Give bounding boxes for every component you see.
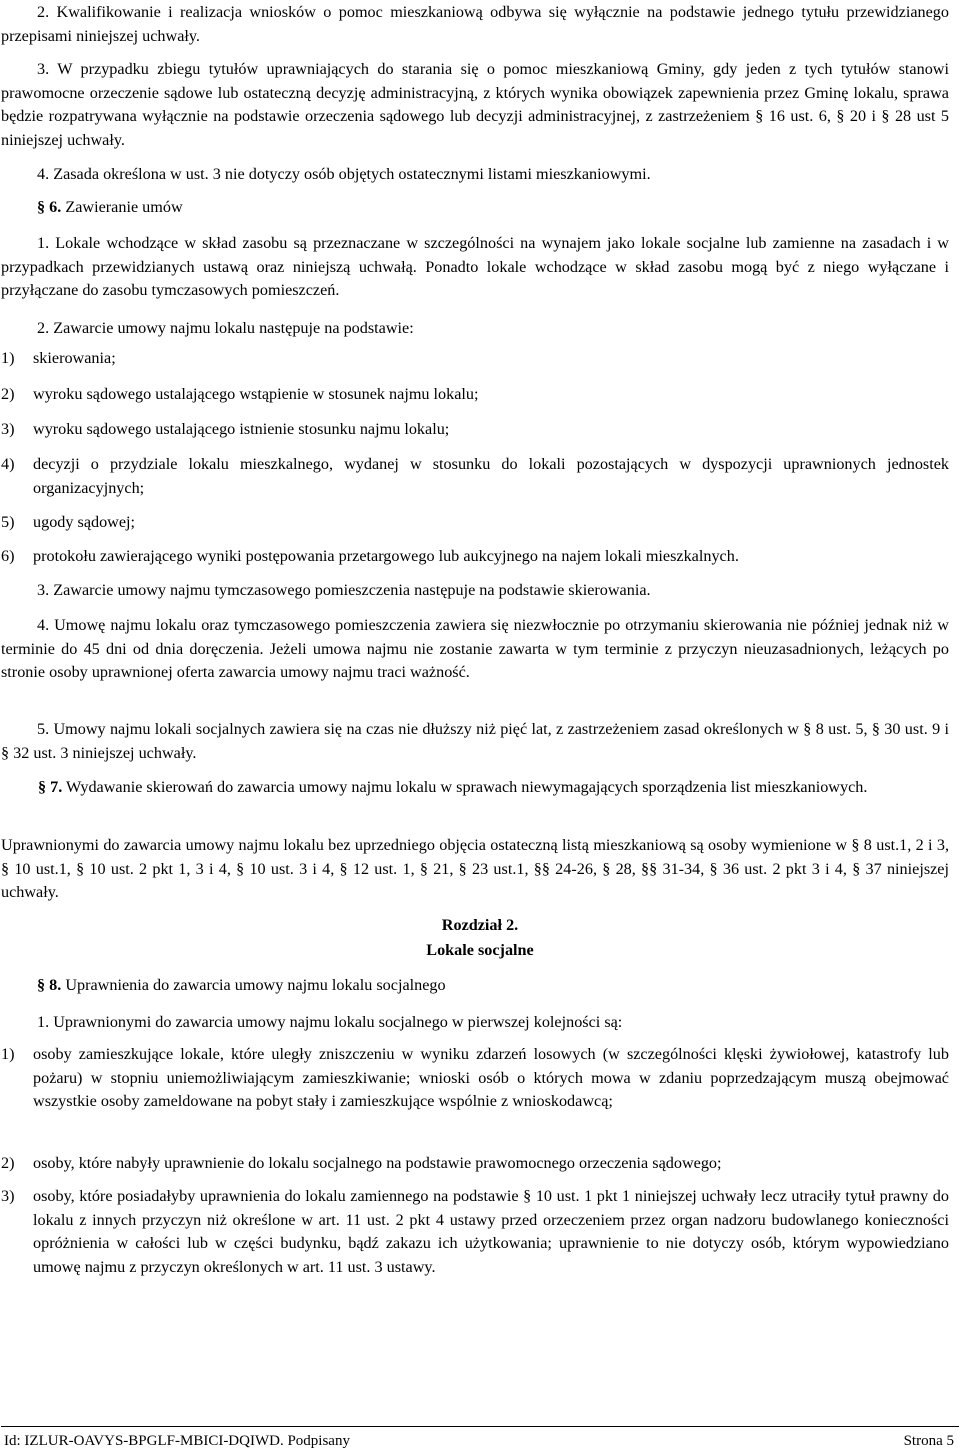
section-7-text: Wydawanie skierowań do zawarcia umowy najmu lokalu w sprawach niewymagających sporządzenia list mieszkaniowych.	[66, 778, 868, 796]
section-8-number: § 8.	[37, 976, 62, 994]
list-item	[1, 453, 949, 500]
section-7-number: § 7.	[38, 778, 63, 796]
list-item-number: 6)	[1, 547, 15, 565]
list-item-number: 1)	[1, 1045, 15, 1063]
section-8-paragraph-1: 1. Uprawnionymi do zawarcia umowy najmu lokalu socjalnego w pierwszej kolejności są:	[37, 1013, 623, 1031]
section-6-paragraph-2: 2. Zawarcie umowy najmu lokalu następuje na podstawie:	[37, 319, 414, 337]
section-6-title: Zawieranie umów	[65, 198, 183, 216]
footer-divider	[1, 1426, 959, 1427]
list-item-number: 3)	[1, 420, 15, 438]
list-item-number: 2)	[1, 1154, 15, 1172]
list-item	[1, 1185, 949, 1279]
list-item-number: 3)	[1, 1187, 15, 1205]
page-footer	[4, 1430, 954, 1454]
list-item	[1, 418, 949, 442]
list-item-text: wyroku sądowego ustalającego wstąpienie w stosunek najmu lokalu;	[33, 385, 479, 403]
paragraph-2: 2. Kwalifikowanie i realizacja wniosków o pomoc mieszkaniową odbywa się wyłącznie na podstawie jednego tytułu przewidzianego przepisami niniejszej uchwały.	[1, 3, 949, 45]
list-item-number: 1)	[1, 349, 15, 367]
document-id: Id: IZLUR-OAVYS-BPGLF-MBICI-DQIWD. Podpisany	[4, 1433, 350, 1449]
list-item-text: osoby, które nabyły uprawnienie do lokalu socjalnego na podstawie prawomocnego orzeczenia sądowego;	[33, 1154, 722, 1172]
section-6-heading	[37, 196, 183, 220]
section-8-title: Uprawnienia do zawarcia umowy najmu lokalu socjalnego	[65, 976, 446, 994]
list-item	[1, 1043, 949, 1114]
list-item	[1, 545, 949, 569]
list-item	[1, 383, 949, 407]
chapter-subtitle: Lokale socjalne	[426, 941, 534, 959]
page-number: Strona 5	[903, 1433, 954, 1449]
list-item-text: skierowania;	[33, 349, 116, 367]
chapter-title: Rozdział 2.	[441, 916, 519, 934]
list-item-text: protokołu zawierającego wyniki postępowania przetargowego lub aukcyjnego na najem lokali mieszkalnych.	[33, 547, 739, 565]
list-item-text: wyroku sądowego ustalającego istnienie stosunku najmu lokalu;	[33, 420, 450, 438]
section-6-number: § 6.	[37, 198, 62, 216]
list-item	[1, 347, 949, 371]
list-item-number: 5)	[1, 513, 15, 531]
list-item	[1, 1152, 949, 1176]
section-6-paragraph-1: 1. Lokale wchodzące w skład zasobu są przeznaczane w szczególności na wynajem jako lokale socjalne lub zamienne na zasadach i w przypadkach przewidzianych ustawą oraz niniejszą uchwałą. Ponadto lokale wchodzące w skład zasobu mogą być z niego wyłączane i przyłączane do zasobu tymczasowych pomieszczeń.	[1, 234, 949, 299]
list-item-text: ugody sądowej;	[33, 513, 136, 531]
section-7-paragraph-1	[1, 776, 949, 800]
list-item-number: 2)	[1, 385, 15, 403]
list-item-text: osoby, które posiadałyby uprawnienia do lokalu zamiennego na podstawie § 10 ust. 1 pkt 1 niniejszej uchwały lecz utraciły tytuł prawny do lokalu z innych przyczyn niż określone w art. 11 ust. 2 pkt 4 ustawy przed orzeczeniem przez organ nadzoru budowlanego konieczności opróżnienia w całości lub w części budynku, bądź zakazu ich użytkowania; uprawnienie to nie dotyczy osób, którym wypowiedziano umowę najmu z przyczyn określonych w art. 11 ust. 3 ustawy.	[33, 1187, 949, 1276]
paragraph-3: 3. W przypadku zbiegu tytułów uprawniających do starania się o pomoc mieszkaniową Gminy, gdy jeden z tych tytułów stanowi prawomocne orzeczenie sądowe lub ostateczną decyzję administracyjną, z których wynika obowiązek zapewnienia przez Gminę lokalu, sprawa będzie rozpatrywana wyłącznie na podstawie orzeczenia sądowego lub decyzji administracyjnej, z zastrzeżeniem § 16 ust. 6, § 20 i § 28 ust 5 niniejszej uchwały.	[1, 60, 949, 149]
section-7-paragraph-2: Uprawnionymi do zawarcia umowy najmu lokalu bez uprzedniego objęcia ostateczną listą mieszkaniową są osoby wymienione w § 8 ust.1, 2 i 3, § 10 ust.1, § 10 ust. 2 pkt 1, 3 i 4, § 10 ust. 3 i 4, § 12 ust. 1, § 21, § 23 ust.1, §§ 24-26, § 28, §§ 31-34, § 36 ust. 2 pkt 3 i 4, § 37 niniejszej uchwały.	[1, 836, 949, 901]
section-8-heading	[37, 974, 446, 998]
list-item-text: osoby zamieszkujące lokale, które uległy zniszczeniu w wyniku zdarzeń losowych (w szczególności klęski żywiołowej, katastrofy lub pożaru) w stopniu uniemożliwiającym zamieszkiwanie; wnioski osób o których mowa w zdaniu poprzedzającym muszą obejmować wszystkie osoby zameldowane na pobyt stały i zamieszkujące wspólnie z wnioskodawcą;	[33, 1045, 949, 1110]
list-item-number: 4)	[1, 455, 15, 473]
section-6-paragraph-5: 5. Umowy najmu lokali socjalnych zawiera się na czas nie dłuższy niż pięć lat, z zastrzeżeniem zasad określonych w § 8 ust. 5, § 30 ust. 9 i § 32 ust. 3 niniejszej uchwały.	[1, 720, 949, 762]
list-item	[1, 511, 949, 535]
list-item-text: decyzji o przydziale lokalu mieszkalnego, wydanej w stosunku do lokali pozostających w dyspozycji uprawnionych jednostek organizacyjnych;	[33, 455, 949, 497]
paragraph-4: 4. Zasada określona w ust. 3 nie dotyczy osób objętych ostatecznymi listami mieszkaniowymi.	[37, 165, 651, 183]
section-6-paragraph-3: 3. Zawarcie umowy najmu tymczasowego pomieszczenia następuje na podstawie skierowania.	[37, 581, 651, 599]
section-6-paragraph-4: 4. Umowę najmu lokalu oraz tymczasowego pomieszczenia zawiera się niezwłocznie po otrzymaniu skierowania nie później jednak niż w terminie do 45 dni od dnia doręczenia. Jeżeli umowa najmu nie zostanie zawarta w tym terminie z przyczyn nieuzasadnionych, leżących po stronie osoby uprawnionej oferta zawarcia umowy najmu traci ważność.	[1, 616, 949, 681]
